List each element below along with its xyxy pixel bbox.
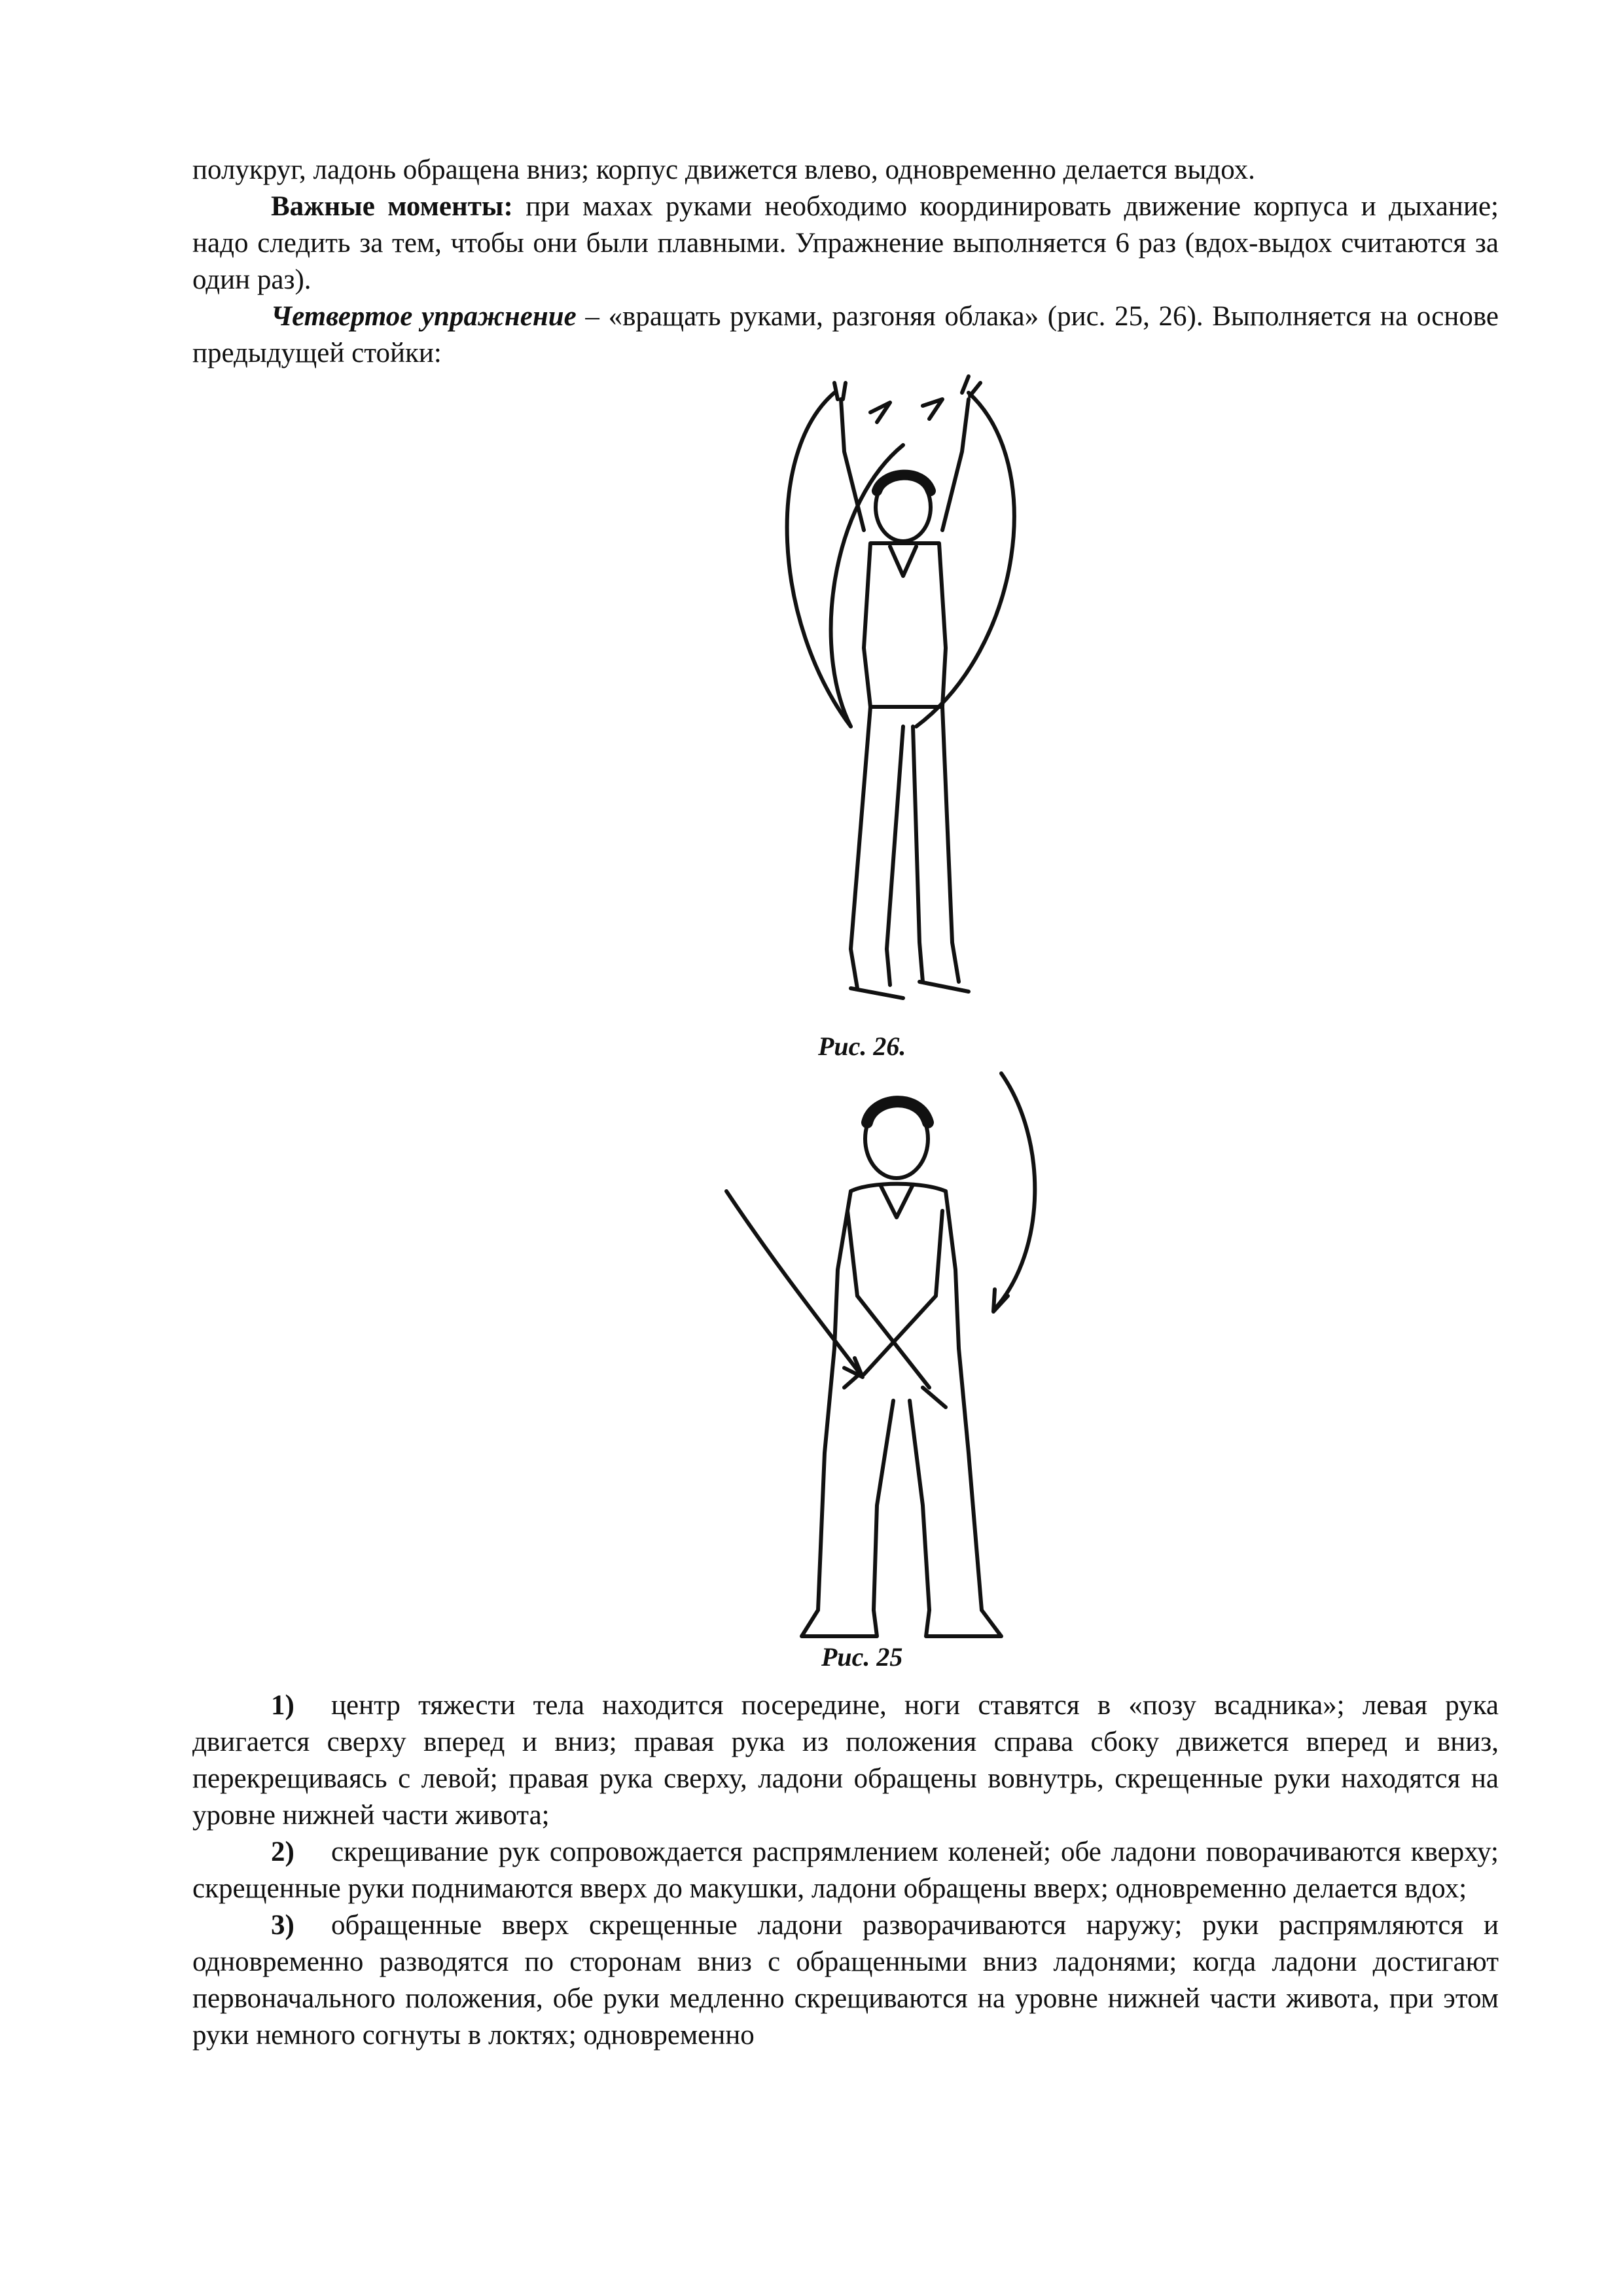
right-leg-outer <box>959 1348 982 1610</box>
right-hand <box>962 376 980 396</box>
step-item <box>192 1834 1499 1907</box>
important-points-label: Важные моменты: <box>271 191 513 222</box>
step-text: центр тяжести тела находится посередине, ноги ставятся в «позу всадника»; левая рука двигается сверху вперед и вниз; правая рука из положения справа сбоку движется вперед и вниз, перекрещиваясь с левой; правая рука сверху, ладони обращены вовнутрь, скрещенные руки находятся на уровне нижней части живота; <box>192 1690 1499 1831</box>
left-hand <box>834 383 846 399</box>
arrow-right <box>995 1073 1035 1309</box>
hair <box>877 475 931 491</box>
right-arm <box>864 1211 942 1374</box>
figure-26-illustration <box>772 373 1021 1028</box>
steps-block <box>192 1687 1499 2054</box>
hair <box>867 1102 928 1122</box>
step-number: 3) <box>271 1910 294 1941</box>
arrow-left <box>726 1191 861 1374</box>
left-leg-outer <box>851 707 870 988</box>
figure-25-caption: Рис. 25 <box>821 1642 903 1672</box>
step-text: скрещивание рук сопровождается распрямлением коленей; обе ладони поворачиваются кверху; скрещенные руки поднимаются вверх до макушки, ладони обращены вверх; одновременно делается вдох; <box>192 1837 1499 1904</box>
paragraph-continuation <box>192 152 1499 188</box>
fourth-exercise-text: – «вращать руками, разгоняя облака» (рис. 25, 26). Выполняется на основе предыдущей стойки: <box>192 301 1499 368</box>
important-points-text: при махах руками необходимо координировать движение корпуса и дыхание; надо следить за тем, чтобы они были плавными. Упражнение выполняется 6 раз (вдох-выдох считаются за один раз). <box>192 191 1499 295</box>
left-arm <box>841 399 864 530</box>
step-text: обращенные вверх скрещенные ладони разворачиваются наружу; руки распрямляются и одновременно разводятся по сторонам вниз с обращенными вниз ладонями; когда ладони достигают первоначального положения, обе руки медленно скрещиваются на уровне нижней части живота, при этом руки немного согнуты в локтях; одновременно <box>192 1910 1499 2051</box>
left-leg-inner <box>874 1401 893 1610</box>
left-leg-outer <box>818 1348 834 1610</box>
fourth-exercise-label: Четвертое упражнение <box>271 301 577 332</box>
continuation-text: полукруг, ладонь обращена вниз; корпус движется влево, одновременно делается выдох. <box>192 154 1255 185</box>
collar <box>890 547 916 576</box>
feet <box>851 982 969 998</box>
left-arm <box>847 1211 929 1388</box>
right-leg-inner <box>913 726 923 982</box>
right-leg-inner <box>910 1401 929 1610</box>
paragraph-fourth-exercise <box>192 298 1499 372</box>
step-number: 1) <box>271 1690 294 1721</box>
figure-25-illustration <box>720 1060 1060 1662</box>
paragraph-important-points <box>192 188 1499 298</box>
left-leg-inner <box>887 726 903 985</box>
right-arm <box>942 399 969 530</box>
figure-26-caption: Рис. 26. <box>818 1031 906 1061</box>
step-number: 2) <box>271 1837 294 1867</box>
arrow-head-2 <box>923 399 942 419</box>
shoulders <box>851 1184 946 1191</box>
circle-arrow-right <box>916 393 1014 726</box>
step-item <box>192 1907 1499 2054</box>
feet <box>802 1610 1001 1636</box>
step-item <box>192 1687 1499 1834</box>
collar <box>880 1185 913 1217</box>
arrow-head-1 <box>870 403 890 422</box>
circle-arrow-left <box>787 393 851 726</box>
right-leg-outer <box>942 707 959 982</box>
top-text-block <box>192 152 1499 372</box>
